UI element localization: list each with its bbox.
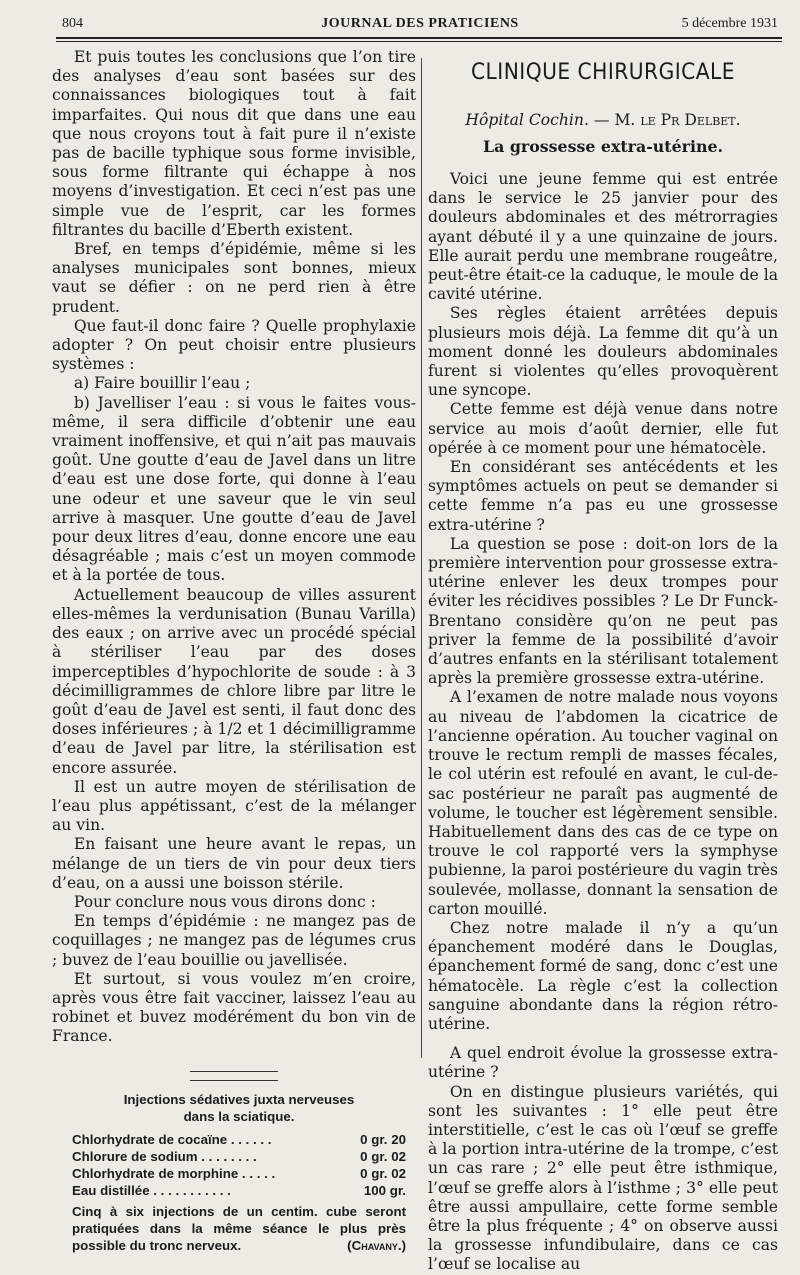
- ingredient-row: Eau distillée . . . . . . . . . . . 100 gr.: [72, 1182, 406, 1198]
- hospital-line: [428, 111, 778, 129]
- article-title: La grossesse extra-utérine.: [483, 137, 723, 156]
- running-header: [62, 16, 778, 36]
- paragraph: A l’examen de notre malade nous voyons au niveau de l’abdomen la cicatrice de l’ancienne opération. Au toucher vaginal on trouve le rectum rempli de masses fécales, le col utérin est refoulé en avant, le cul-de-sac postérieur ne paraît pas augmenté de volume, le toucher est légèrement sensible. Habituellement dans des cas de ce type on trouve le col rapporté vers la symphyse pubienne, la paroi postérieure du vagin très soulevée, mollasse, donnant la sensation de carton mouillé.: [428, 688, 778, 918]
- list-item: a) Faire bouillir l’eau ;: [73, 374, 251, 393]
- paragraph: En temps d’épidémie : ne mangez pas de coquillages ; ne mangez pas de légumes crus ; buvez de l’eau bouillie ou javellisée.: [52, 912, 416, 969]
- paragraph: Et surtout, si vous voulez m’en croire, après vous être fait vacciner, laissez l’eau au robinet et buvez modérément du bon vin de France.: [52, 969, 416, 1046]
- left-column: [52, 48, 416, 1254]
- prescription-title: Injections sédatives juxta nerveuses dans la sciatique.: [123, 1091, 355, 1124]
- paragraph: A quel endroit évolue la grossesse extra-utérine ?: [428, 1044, 778, 1082]
- paragraph: Il est un autre moyen de stérilisation de l’eau plus appétissant, c’est de la mélanger au vin.: [52, 777, 416, 835]
- paragraph: En considérant ses antécédents et les symptômes actuels on peut se demander si cette femme n’a pas eu une grossesse extra-utérine ?: [428, 458, 778, 534]
- paragraph: On en distingue plusieurs variétés, qui sont les suivantes : 1° elle peut être interstitielle, c’est le cas où l’œuf se greffe à la portion intra-utérine de la trompe, c’est un cas rare ; 2° elle peut être isthmique, l’œuf se greffe alors à l’isthme ; 3° elle peut être aussi ampullaire, cette forme semble être la plus fréquente ; 4° on observe aussi la grossesse infundibulaire, dans ce cas l’œuf se localise au: [428, 1082, 778, 1274]
- recipe-separator: [190, 1071, 278, 1072]
- header-rule-thin: [56, 41, 782, 42]
- issue-date: 5 décembre 1931: [681, 16, 778, 31]
- paragraph: Ses règles étaient arrêtées depuis plusieurs mois déjà. La femme dit qu’à un moment donné les douleurs abdominales furent si violentes qu’elles provoquèrent une syncope.: [428, 304, 778, 400]
- paragraph: La question se pose : doit-on lors de la première intervention pour grossesse extra-utérine enlever les deux trompes pour éviter les récidives possibles ? Le Dr Funck-Brentano considère qu’on ne peut pas priver la femme de la possibilité d’avoir d’autres enfants en la stérilisant totalement après la première grossesse extra-utérine.: [428, 534, 778, 688]
- section-rubric: CLINIQUE CHIRURGICALE: [470, 60, 736, 85]
- ingredient-row: Chlorhydrate de morphine . . . . . 0 gr. 02: [72, 1165, 406, 1181]
- prescription-box: [52, 1091, 416, 1254]
- page-number: 804: [62, 16, 83, 31]
- paragraph: Chez notre malade il n’y a qu’un épanchement modéré dans le Douglas, épanchement formé de sang, donc c’est une hématocèle. La règle c’est la collection sanguine abondante dans la région rétro-utérine.: [428, 918, 778, 1033]
- column-divider: [421, 58, 422, 1058]
- paragraph: Que faut-il donc faire ? Quelle prophylaxie adopter ? On peut choisir entre plusieurs systèmes :: [52, 316, 416, 374]
- paragraph: En faisant une heure avant le repas, un mélange de un tiers de vin pour deux tiers d’eau, on a aussi une boisson stérile.: [52, 835, 416, 892]
- header-rule: [56, 37, 782, 39]
- ingredient-row: Chlorhydrate de cocaïne . . . . . . 0 gr. 20: [72, 1131, 406, 1147]
- journal-title: JOURNAL DES PRATICIENS: [321, 16, 519, 31]
- right-column: [428, 48, 778, 1275]
- paragraph: Cette femme est déjà venue dans notre service au mois d’août dernier, elle fut opérée à ce moment pour une hématocèle.: [428, 400, 778, 457]
- paragraph: Voici une jeune femme qui est entrée dans le service le 25 janvier pour des douleurs abdominales et des métrorragies ayant débuté il y a une quinzaine de jours. Elle aurait perdu une membrane rougeâtre, peut-être était-ce la caduque, le moule de la cavité utérine.: [428, 170, 778, 304]
- prescription-author: (Chavany.): [347, 1237, 406, 1253]
- paragraph: Bref, en temps d’épidémie, même si les analyses municipales sont bonnes, mieux vaut se défier : on ne perd rien à être prudent.: [52, 240, 416, 316]
- paragraph: Pour conclure nous vous dirons donc :: [73, 892, 376, 911]
- doctor-name: — M. le Pr Delbet.: [593, 111, 741, 129]
- paragraph: Et puis toutes les conclusions que l’on tire des analyses d’eau sont basées sur des connaissances biologiques tout à fait imparfaites. Qui nous dit que dans une eau que nous croyons tout à fait pure il n’existe pas de bacille typhique sous forme invisible, sous forme filtrante qui échappe à nos moyens d’investigation. Et ceci n’est pas une simple vue de l’esprit, car les formes filtrantes du bacille d’Eberth existent.: [52, 48, 416, 239]
- paragraph: Actuellement beaucoup de villes assurent elles-mêmes la verdunisation (Bunau Varilla) des eaux ; on arrive avec un procédé spécial à stériliser l’eau par des doses imperceptibles d’hypochlorite de soude : à 3 décimilligrammes de chlore libre par litre le goût d’eau de Javel est senti, il faut donc des doses inférieures ; à 1/2 et 1 décimilligramme d’eau de Javel par litre, la stérilisation est encore assurée.: [52, 585, 416, 777]
- list-item: b) Javelliser l’eau : si vous le faites vous-même, il sera difficile d’obtenir une eau vraiment inoffensive, et qui n’ait pas mauvais goût. Une goutte d’eau de Javel dans un litre d’eau est une dose forte, qui donne à l’eau une odeur et une saveur que le vin seul arrive à masquer. Une goutte d’eau de Javel pour deux litres d’eau, donne encore une eau désagréable ; mais c’est un moyen commode et à la portée de tous.: [52, 393, 416, 585]
- ingredient-row: Chlorure de sodium . . . . . . . . 0 gr. 02: [72, 1148, 406, 1164]
- recipe-separator: [190, 1080, 278, 1081]
- prescription-note: Cinq à six injections de un centim. cube seront pratiquées dans la même séance le plus près possible du tronc nerveux. (Chavany.): [72, 1203, 406, 1253]
- hospital-name: Hôpital Cochin.: [465, 111, 589, 129]
